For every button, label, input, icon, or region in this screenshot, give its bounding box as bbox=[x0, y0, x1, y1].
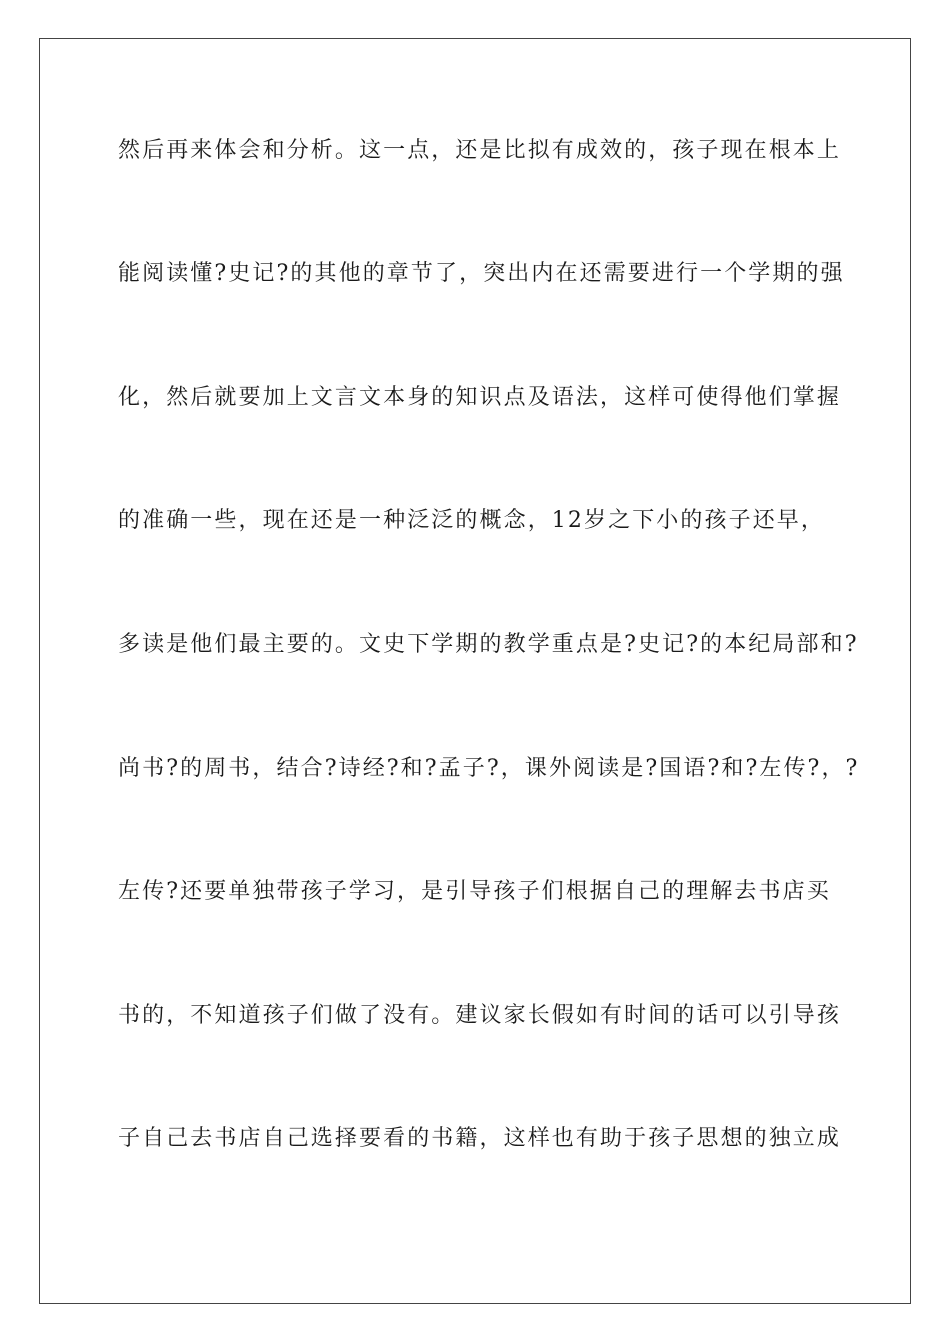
body-text-line-8: 书的，不知道孩子们做了没有。建议家长假如有时间的话可以引导孩 bbox=[118, 1003, 842, 1028]
body-text-line-6: 尚书?的周书，结合?诗经?和?孟子?，课外阅读是?国语?和?左传?，? bbox=[118, 756, 860, 781]
body-text-line-5: 多读是他们最主要的。文史下学期的教学重点是?史记?的本纪局部和? bbox=[118, 632, 859, 657]
page-border bbox=[39, 38, 911, 1304]
body-text-line-4: 的准确一些，现在还是一种泛泛的概念，12岁之下小的孩子还早， bbox=[118, 508, 825, 533]
body-text-line-7: 左传?还要单独带孩子学习，是引导孩子们根据自己的理解去书店买 bbox=[118, 879, 831, 904]
body-text-line-1: 然后再来体会和分析。这一点，还是比拟有成效的，孩子现在根本上 bbox=[118, 138, 842, 163]
body-text-line-9: 子自己去书店自己选择要看的书籍，这样也有助于孩子思想的独立成 bbox=[118, 1126, 842, 1151]
body-text-line-3: 化，然后就要加上文言文本身的知识点及语法，这样可使得他们掌握 bbox=[118, 385, 842, 410]
body-text-line-2: 能阅读懂?史记?的其他的章节了，突出内在还需要进行一个学期的强 bbox=[118, 261, 845, 286]
